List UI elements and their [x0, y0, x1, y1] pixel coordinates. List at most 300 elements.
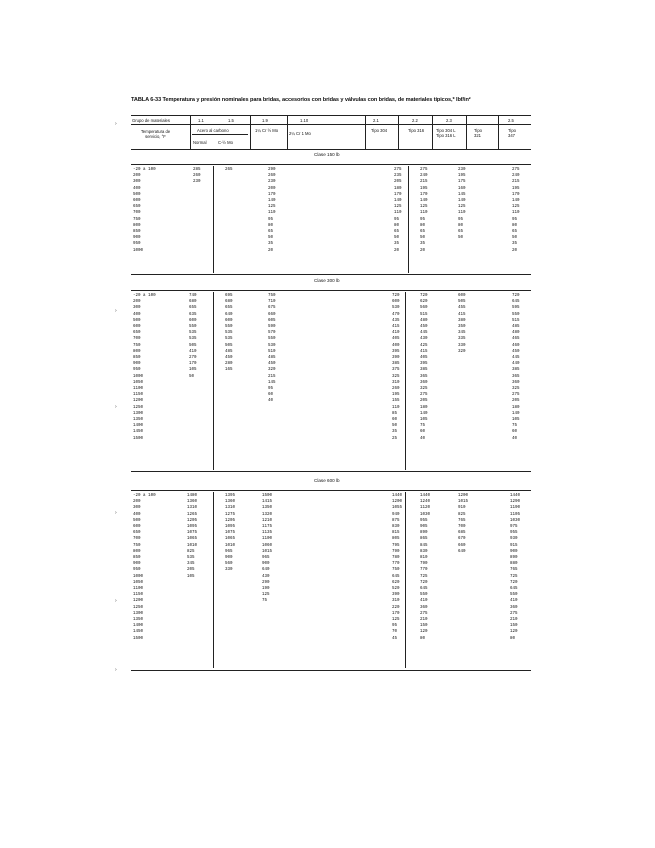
rating-cell: 20: [512, 248, 518, 253]
rating-cell: [189, 436, 197, 442]
rating-cell: 60: [420, 430, 426, 435]
rating-cell: [225, 248, 233, 254]
section-divider: [405, 292, 406, 470]
rating-cell: 750: [268, 294, 276, 298]
temp-cell: 1000: [133, 248, 144, 253]
rating-cell: 385: [420, 368, 428, 373]
rating-cell: 1095: [225, 525, 236, 530]
rating-cell: 155: [392, 399, 400, 404]
header-divider: [398, 116, 399, 149]
rating-cell: 275: [512, 393, 520, 398]
rating-cell: 395: [392, 349, 400, 354]
rating-cell: 530: [268, 343, 276, 348]
rating-cell: 780: [392, 556, 400, 561]
temp-cell: 1150: [133, 393, 144, 398]
rating-cell: 900: [225, 556, 233, 561]
rating-cell: 375: [392, 368, 400, 373]
rating-cell: 910: [458, 506, 466, 511]
header-cr-mo-2: 2¼ Cr 1 Mo: [289, 131, 311, 136]
temp-cell: 1200: [133, 399, 144, 404]
temp-column: [133, 293, 156, 442]
rating-cell: 720: [512, 294, 520, 298]
rating-cell: 45: [392, 636, 398, 641]
rating-cell: 725: [510, 574, 518, 579]
rating-cell: 550: [268, 337, 276, 342]
rating-cell: [458, 248, 466, 254]
temp-cell: 400: [133, 512, 141, 517]
rating-cell: 1065: [187, 537, 198, 542]
rating-cell: 440: [512, 362, 520, 367]
rating-cell: 35: [512, 242, 518, 247]
rating-cell: 550: [420, 593, 428, 598]
header-cr-mo-1: 1¼ Cr ½ Mo: [255, 128, 279, 133]
rating-cell: 180: [394, 186, 402, 191]
rating-cell: 365: [420, 374, 428, 379]
rating-cell: 405: [420, 356, 428, 361]
rating-cell: 660: [458, 543, 466, 548]
rating-cell: 740: [189, 294, 197, 298]
rating-cell: 325: [512, 387, 520, 392]
rating-cell: 180: [420, 405, 428, 410]
rating-cell: 380: [458, 318, 466, 323]
rating-cell: 750: [392, 568, 400, 573]
rating-cell: 230: [268, 180, 276, 185]
rating-cell: 1175: [262, 525, 273, 530]
rating-cell: 20: [394, 248, 400, 253]
rating-cell: 600: [225, 318, 233, 323]
rating-cell: 470: [392, 312, 400, 317]
section-label-150: Clase 150 lb: [314, 152, 340, 157]
rating-cell: 275: [510, 611, 518, 616]
header-rule-bottom: [131, 149, 531, 150]
rating-cell: 890: [420, 531, 428, 536]
rating-cell: 215: [268, 374, 276, 379]
rating-cell: 675: [268, 306, 276, 311]
temp-cell: 500: [133, 192, 141, 197]
temp-cell: 900: [133, 236, 141, 241]
rating-cell: 795: [392, 543, 400, 548]
rating-cell: 1310: [225, 506, 236, 511]
temp-cell: 1100: [133, 387, 144, 392]
rating-cell: 25: [392, 436, 398, 441]
rating-cell: 415: [458, 312, 466, 317]
temp-cell: 200: [133, 300, 141, 305]
rating-cell: 1065: [225, 537, 236, 542]
carbon-steel-subrule: [192, 134, 248, 135]
rating-cell: 435: [392, 318, 400, 323]
rating-cell: 40: [420, 436, 426, 441]
rating-cell: 1095: [187, 525, 198, 530]
value-column: [392, 493, 402, 642]
value-column: [268, 167, 276, 254]
temp-cell: -20 a 100: [133, 494, 156, 498]
rating-cell: 105: [420, 418, 428, 423]
temp-cell: 750: [133, 543, 141, 548]
rating-cell: 1135: [262, 531, 273, 536]
rating-cell: 865: [420, 537, 428, 542]
rating-cell: 880: [510, 562, 518, 567]
rating-cell: 765: [510, 568, 518, 573]
rating-cell: 140: [512, 199, 520, 204]
rating-cell: 460: [512, 343, 520, 348]
rating-cell: 345: [187, 562, 195, 567]
rating-cell: 430: [420, 337, 428, 342]
rating-cell: 50: [458, 236, 464, 241]
rating-cell: 40: [268, 399, 274, 404]
rating-cell: 110: [268, 211, 276, 216]
header-group-1-10: 1.10: [300, 118, 309, 123]
rating-cell: 450: [268, 362, 276, 367]
rating-cell: 320: [458, 349, 466, 354]
rating-cell: 965: [262, 556, 270, 561]
rating-cell: 215: [512, 180, 520, 185]
rating-cell: 390: [392, 356, 400, 361]
value-column: [187, 493, 197, 642]
rating-cell: [193, 248, 201, 254]
rating-cell: 1075: [225, 531, 236, 536]
temp-cell: 1250: [133, 605, 144, 610]
rating-cell: 195: [392, 393, 400, 398]
rating-cell: 955: [420, 518, 428, 523]
rating-cell: 95: [420, 217, 426, 222]
temp-cell: 900: [133, 562, 141, 567]
rating-cell: 600: [392, 300, 400, 305]
value-column: [458, 493, 468, 642]
rating-cell: 510: [268, 349, 276, 354]
section-rule: [131, 164, 531, 165]
rating-cell: 35: [392, 430, 398, 435]
rating-cell: 825: [458, 512, 466, 517]
rating-cell: 1100: [262, 537, 273, 542]
rating-cell: 890: [510, 556, 518, 561]
rating-cell: 965: [225, 549, 233, 554]
value-column: [392, 293, 400, 442]
rating-cell: 1290: [510, 500, 521, 505]
rating-cell: 900: [262, 562, 270, 567]
rating-cell: 385: [512, 368, 520, 373]
temp-cell: 500: [133, 318, 141, 323]
header-normal: Normal: [193, 140, 207, 145]
temp-cell: 200: [133, 174, 141, 179]
value-column: [225, 293, 233, 442]
rating-cell: 655: [189, 306, 197, 311]
temp-cell: 500: [133, 518, 141, 523]
rating-cell: 485: [512, 325, 520, 330]
rating-cell: 65: [394, 230, 400, 235]
rating-cell: 1190: [510, 506, 521, 511]
temp-cell: 700: [133, 337, 141, 342]
rating-cell: 50: [512, 236, 518, 241]
rating-cell: 275: [420, 611, 428, 616]
rating-cell: 720: [392, 294, 400, 298]
rating-cell: 1120: [420, 506, 431, 511]
rating-cell: 160: [458, 186, 466, 191]
rating-cell: 505: [225, 343, 233, 348]
header-group-2-2: 2.2: [412, 118, 418, 123]
rating-cell: 95: [268, 387, 274, 392]
rating-cell: 550: [512, 312, 520, 317]
section-divider: [213, 292, 214, 470]
rating-cell: 275: [420, 393, 428, 398]
rating-cell: 410: [189, 349, 197, 354]
header-carbon-steel: Acero al carbono: [197, 128, 229, 133]
rating-cell: 535: [225, 331, 233, 336]
rating-cell: 670: [458, 537, 466, 542]
rating-cell: 195: [420, 186, 428, 191]
rating-cell: 635: [189, 312, 197, 317]
header-rule-top: [131, 115, 531, 116]
rating-cell: 640: [458, 549, 466, 554]
rating-cell: 110: [512, 211, 520, 216]
rating-cell: 620: [420, 300, 428, 305]
temp-cell: 300: [133, 306, 141, 311]
value-column: [189, 293, 197, 442]
rating-cell: 710: [268, 300, 276, 305]
rating-cell: 1440: [420, 494, 431, 498]
rating-cell: 140: [420, 199, 428, 204]
rating-cell: 825: [187, 549, 195, 554]
value-column: [268, 293, 276, 442]
temp-cell: 950: [133, 242, 141, 247]
rating-cell: 80: [458, 223, 464, 228]
rating-cell: 80: [512, 223, 518, 228]
temp-cell: 1450: [133, 430, 144, 435]
rating-cell: 50: [392, 424, 398, 429]
rating-cell: 465: [512, 337, 520, 342]
rating-cell: [458, 436, 466, 442]
rating-cell: 235: [394, 174, 402, 179]
rating-cell: 515: [512, 318, 520, 323]
rating-cell: 125: [458, 205, 466, 210]
rating-cell: 85: [392, 411, 398, 416]
temp-cell: 1200: [133, 599, 144, 604]
header-divider: [365, 116, 366, 149]
header-material-group: Grupo de materiales: [132, 118, 170, 123]
rating-cell: 530: [392, 306, 400, 311]
rating-cell: 50: [189, 374, 195, 379]
rating-cell: 1310: [187, 506, 198, 511]
rating-cell: 1010: [225, 543, 236, 548]
rating-cell: 140: [512, 411, 520, 416]
rating-cell: 220: [392, 605, 400, 610]
temp-cell: -20 a 100: [133, 294, 156, 298]
header-type-304: Tipo 304: [371, 128, 388, 133]
header-type-321: Tipo 321: [474, 128, 482, 138]
temp-cell: 400: [133, 312, 141, 317]
rating-cell: 80: [420, 636, 426, 641]
rating-cell: 550: [510, 593, 518, 598]
rating-cell: 75: [420, 424, 426, 429]
rating-cell: 175: [458, 180, 466, 185]
temp-cell: 1300: [133, 611, 144, 616]
rating-cell: 80: [510, 636, 516, 641]
header-group-1-9: 1.9: [262, 118, 268, 123]
rating-cell: 330: [458, 343, 466, 348]
rating-cell: 505: [189, 343, 197, 348]
rating-cell: 80: [420, 223, 426, 228]
rating-cell: 105: [189, 368, 197, 373]
rating-cell: 535: [187, 556, 195, 561]
rating-cell: 955: [510, 531, 518, 536]
temp-cell: 1450: [133, 630, 144, 635]
rating-cell: 20: [268, 248, 274, 253]
rating-cell: 125: [268, 205, 276, 210]
rating-cell: 570: [268, 331, 276, 336]
rating-cell: 290: [262, 580, 270, 585]
rating-cell: 275: [420, 168, 428, 172]
rating-cell: 75: [512, 424, 518, 429]
rating-cell: 770: [392, 562, 400, 567]
rating-cell: 125: [394, 205, 402, 210]
rating-cell: 260: [268, 174, 276, 179]
rating-cell: 265: [225, 168, 233, 172]
rating-cell: 605: [268, 318, 276, 323]
temp-cell: 400: [133, 186, 141, 191]
rating-cell: 645: [392, 574, 400, 579]
rating-cell: 110: [458, 211, 466, 216]
value-column: [225, 167, 233, 254]
margin-mark: ›: [115, 667, 117, 673]
temp-cell: 650: [133, 531, 141, 536]
rating-cell: 95: [394, 217, 400, 222]
rating-cell: 645: [510, 587, 518, 592]
rating-cell: 65: [458, 230, 464, 235]
temp-cell: 750: [133, 217, 141, 222]
rating-cell: 35: [394, 242, 400, 247]
rating-cell: 1200: [458, 494, 469, 498]
temp-cell: 1400: [133, 624, 144, 629]
rating-cell: 95: [268, 217, 274, 222]
header-type-316: Tipo 316: [408, 128, 425, 133]
rating-cell: 550: [225, 325, 233, 330]
temp-cell: 850: [133, 556, 141, 561]
rating-cell: 1500: [262, 494, 273, 498]
header-c-half-mo: C-½ Mo: [218, 140, 233, 145]
margin-mark: ›: [115, 308, 117, 314]
section-divider: [408, 166, 409, 273]
rating-cell: 350: [458, 325, 466, 330]
rating-cell: 1320: [262, 512, 273, 517]
rating-cell: 830: [392, 525, 400, 530]
rating-cell: 345: [458, 331, 466, 336]
rating-cell: 400: [392, 343, 400, 348]
rating-cell: 905: [420, 525, 428, 530]
temp-cell: 750: [133, 343, 141, 348]
rating-cell: 1205: [187, 518, 198, 523]
rating-cell: 110: [420, 211, 428, 216]
rating-cell: 325: [420, 387, 428, 392]
rating-cell: 125: [512, 205, 520, 210]
rating-cell: 205: [420, 399, 428, 404]
temp-cell: 800: [133, 223, 141, 228]
temp-cell: 300: [133, 180, 141, 185]
rating-cell: 445: [420, 331, 428, 336]
rating-cell: 450: [420, 325, 428, 330]
rating-cell: 680: [225, 300, 233, 305]
margin-mark: ›: [115, 598, 117, 604]
rating-cell: 590: [268, 325, 276, 330]
rating-cell: 535: [189, 331, 197, 336]
temp-cell: 650: [133, 331, 141, 336]
section-divider: [405, 492, 406, 668]
rating-cell: 655: [225, 306, 233, 311]
rating-cell: 260: [392, 387, 400, 392]
section-divider: [213, 492, 214, 668]
rating-cell: 1350: [262, 506, 273, 511]
rating-cell: 210: [510, 618, 518, 623]
rating-cell: 535: [189, 337, 197, 342]
rating-cell: 395: [420, 362, 428, 367]
header-group-2-5: 2.5: [508, 118, 514, 123]
rating-cell: 975: [510, 525, 518, 530]
rating-cell: 505: [458, 300, 466, 305]
rating-cell: 50: [394, 236, 400, 241]
value-column: [510, 493, 520, 642]
margin-mark: ›: [115, 510, 117, 516]
rating-cell: 765: [458, 518, 466, 523]
rating-cell: 215: [420, 180, 428, 185]
rating-cell: 360: [420, 605, 428, 610]
rating-cell: 815: [392, 531, 400, 536]
temp-cell: 850: [133, 356, 141, 361]
temp-cell: 1050: [133, 380, 144, 385]
temp-cell: 1300: [133, 411, 144, 416]
header-group-1-1: 1.1: [198, 118, 204, 123]
temp-cell: 700: [133, 211, 141, 216]
rating-cell: 310: [392, 380, 400, 385]
value-column: [420, 293, 428, 442]
rating-cell: 145: [268, 380, 276, 385]
rating-cell: 1395: [225, 494, 236, 498]
rating-cell: 325: [392, 374, 400, 379]
rating-cell: 95: [392, 624, 398, 629]
header-group-2-1: 2.1: [373, 118, 379, 123]
rating-cell: 120: [420, 630, 428, 635]
value-column: [394, 167, 402, 254]
rating-cell: 640: [225, 312, 233, 317]
value-column: [262, 493, 272, 642]
temp-cell: 600: [133, 199, 141, 204]
rating-cell: 695: [225, 294, 233, 298]
temp-cell: 650: [133, 205, 141, 210]
rating-cell: 145: [458, 192, 466, 197]
rating-cell: 600: [189, 318, 197, 323]
rating-cell: 205: [512, 399, 520, 404]
rating-cell: 720: [510, 580, 518, 585]
rating-cell: 95: [512, 217, 518, 222]
rating-cell: 140: [458, 199, 466, 204]
header-divider: [498, 116, 499, 149]
rating-cell: 550: [189, 325, 197, 330]
rating-cell: 170: [420, 192, 428, 197]
value-column: [193, 167, 201, 254]
rating-cell: 595: [512, 306, 520, 311]
rating-cell: 80: [268, 223, 274, 228]
rating-cell: 1015: [262, 549, 273, 554]
rating-cell: 65: [420, 230, 426, 235]
rating-cell: 645: [512, 300, 520, 305]
section-label-300: Clase 300 lb: [314, 278, 340, 283]
margin-mark: ›: [115, 404, 117, 410]
rating-cell: 140: [268, 199, 276, 204]
rating-cell: 620: [392, 580, 400, 585]
rating-cell: 75: [262, 599, 268, 604]
rating-cell: 485: [225, 349, 233, 354]
rating-cell: 360: [420, 380, 428, 385]
rating-cell: 535: [225, 337, 233, 342]
rating-cell: 35: [268, 242, 274, 247]
section-rule: [131, 471, 531, 472]
